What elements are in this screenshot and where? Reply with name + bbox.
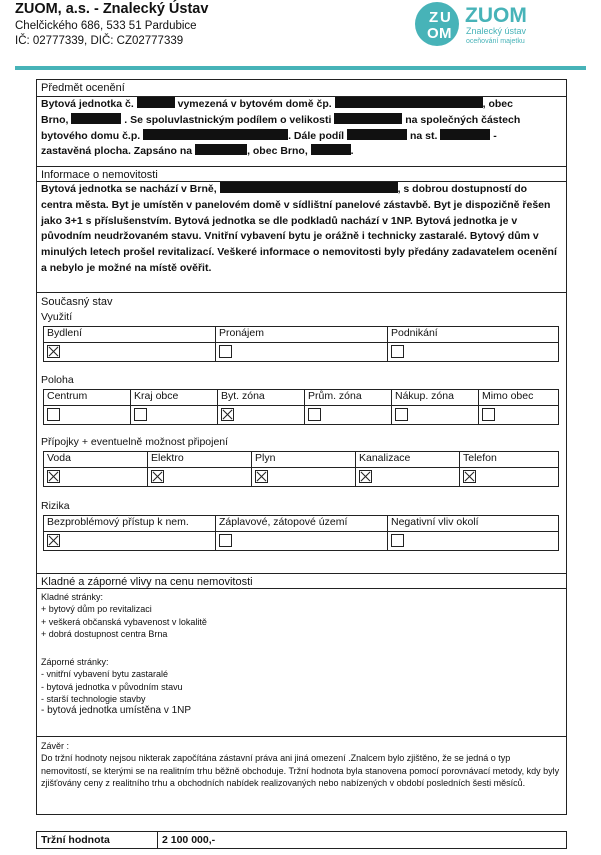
conclusion-text: Do tržní hodnoty nejsou nikterak započítána zástavní práva ani jiná omezení .Znalcem bylo zjištěno, že se jedná o typ nemovitostí, se kterými se na realitním trhu běžně obchoduje. Tržní hodnota byla stanovena pomocí porovnávací metody, kdy byly zjišťovány ceny z realitního trhu a obchodních nabídek realizovaných nebo nabízených v období posledních šesti měsíců. bbox=[41, 753, 560, 788]
telefon-checkbox[interactable] bbox=[463, 470, 476, 483]
conclusion-section bbox=[37, 736, 566, 788]
letterhead bbox=[15, 0, 586, 70]
list-item: + bytový dům po revitalizaci bbox=[41, 604, 152, 615]
divider bbox=[157, 832, 158, 848]
bydleni-checkbox[interactable] bbox=[47, 345, 60, 358]
list-item: + veškerá občanská vybavenost v lokalitě bbox=[41, 616, 207, 627]
elektro-checkbox[interactable] bbox=[151, 470, 164, 483]
info-body bbox=[37, 181, 566, 274]
list-item: - starší technologie stavby bbox=[41, 693, 146, 704]
list-item: - bytová jednotka v původním stavu bbox=[41, 681, 183, 692]
company-name: ZUOM, a.s. - Znalecký Ústav bbox=[15, 1, 209, 17]
usage-table bbox=[43, 326, 559, 362]
logo-word: ZUOM bbox=[465, 4, 527, 27]
redaction bbox=[334, 113, 402, 124]
positive-list: Kladné stránky: + bytový dům po revitalizaci + veškerá občanská vybavenost v lokalitě + dobrá dostupnost centra Brna bbox=[41, 592, 207, 639]
redaction bbox=[71, 113, 121, 124]
market-value-label: Tržní hodnota bbox=[41, 834, 110, 846]
state-section bbox=[37, 292, 566, 528]
info-section bbox=[37, 166, 566, 181]
subject-section bbox=[37, 96, 566, 158]
usage-label-cell: Pronájem bbox=[216, 327, 388, 343]
list-item: - bytová jednotka umístěna v 1NP bbox=[41, 705, 192, 717]
negativni-vliv-checkbox[interactable] bbox=[391, 534, 404, 547]
influences-section bbox=[37, 573, 566, 588]
mimo-obec-checkbox[interactable] bbox=[482, 408, 495, 421]
list-item: - vnitřní vybavení bytu zastaralé bbox=[41, 669, 169, 680]
redaction bbox=[335, 97, 483, 108]
logo-letter: Z bbox=[429, 9, 439, 26]
market-value-row bbox=[36, 831, 567, 849]
subject-text: Bytová jednotka č. vymezená v bytovém domě čp. , obec Brno, . Se spoluvlastnickým podílem o velikosti na společných částech bytového domu č.p. . Dále podíl na st. - zastavěná plocha. Zapsáno na , obec Brno, . bbox=[41, 98, 521, 158]
zuom-logo bbox=[415, 0, 595, 50]
redaction bbox=[143, 129, 288, 140]
centrum-checkbox[interactable] bbox=[47, 408, 60, 421]
valuation-form bbox=[36, 79, 567, 815]
redaction bbox=[311, 144, 351, 155]
logo-letter: M bbox=[439, 25, 452, 42]
pronajem-checkbox[interactable] bbox=[219, 345, 232, 358]
podnikani-checkbox[interactable] bbox=[391, 345, 404, 358]
conclusion bbox=[41, 740, 561, 789]
negative-list: Záporné stránky: - vnitřní vybavení bytu zastaralé - bytová jednotka v původním stavu - starší technologie stavby - bytová jednotka umístěna v 1NP bbox=[41, 657, 192, 717]
company-ids: IČ: 02777339, DIČ: CZ02777339 bbox=[15, 35, 184, 47]
byt-zona-checkbox[interactable] bbox=[221, 408, 234, 421]
nakup-zona-checkbox[interactable] bbox=[395, 408, 408, 421]
list-item: + dobrá dostupnost centra Brna bbox=[41, 628, 168, 639]
info-title: Informace o nemovitosti bbox=[41, 169, 158, 181]
redaction bbox=[347, 129, 407, 140]
redaction bbox=[137, 97, 175, 108]
plyn-checkbox[interactable] bbox=[255, 470, 268, 483]
location-table: Centrum Kraj obce Byt. zóna Prům. zóna Nákup. zóna Mimo obec bbox=[43, 389, 559, 425]
logo-tagline-2: oceňování majetku bbox=[466, 38, 525, 45]
prum-zona-checkbox[interactable] bbox=[308, 408, 321, 421]
location-label: Poloha bbox=[41, 374, 74, 386]
risks-table: Bezproblémový přístup k nem. Záplavové, zátopové území Negativní vliv okolí bbox=[43, 515, 559, 551]
redaction bbox=[195, 144, 247, 155]
state-title: Současný stav bbox=[41, 296, 113, 308]
voda-checkbox[interactable] bbox=[47, 470, 60, 483]
info-text: Bytová jednotka se nachází v Brně, , s dobrou dostupností do centra města. Byt je umístěn v panelovém domě v sídlištní panelové zástavbě. Byt je dispozičně řešen jako 3+1 s příslušenstvím. Bytová jednotka se dle podkladů nachází v 1NP. Bytová jednotka je v původním neudržovaném stavu. Vnitřní vybavení bytu je orážně i technicky zastaralé. Bytový dům v minulých letech prošel revitalizací. Veškeré informace o nemovitosti byly předány zadavatelem ocenění a nebylo je možné na místě ověřit. bbox=[41, 183, 557, 274]
bezproblemovy-pristup-checkbox[interactable] bbox=[47, 534, 60, 547]
header-rule bbox=[15, 66, 586, 70]
usage-label-cell: Bydlení bbox=[44, 327, 216, 343]
conclusion-title: Závěr : bbox=[41, 741, 70, 751]
influences-title: Kladné a záporné vlivy na cenu nemovitosti bbox=[41, 576, 253, 588]
utilities-label: Přípojky + eventuelně možnost připojení bbox=[41, 436, 229, 448]
zaplavove-uzemi-checkbox[interactable] bbox=[219, 534, 232, 547]
logo-letter: U bbox=[440, 9, 451, 26]
kanalizace-checkbox[interactable] bbox=[359, 470, 372, 483]
company-address: Chelčického 686, 533 51 Pardubice bbox=[15, 20, 197, 32]
utilities-table: Voda Elektro Plyn Kanalizace Telefon bbox=[43, 451, 559, 487]
redaction bbox=[440, 129, 490, 140]
redaction bbox=[220, 182, 398, 193]
influences-body bbox=[37, 588, 566, 717]
usage-label: Využití bbox=[41, 311, 73, 323]
kraj-obce-checkbox[interactable] bbox=[134, 408, 147, 421]
market-value: 2 100 000,- bbox=[162, 834, 216, 846]
logo-tagline-1: Znalecký ústav bbox=[466, 26, 527, 36]
risks-label: Rizika bbox=[41, 500, 70, 512]
usage-label-cell: Podnikání bbox=[388, 327, 559, 343]
subject-title: Předmět ocenění bbox=[41, 82, 125, 94]
logo-letter: O bbox=[427, 25, 439, 42]
